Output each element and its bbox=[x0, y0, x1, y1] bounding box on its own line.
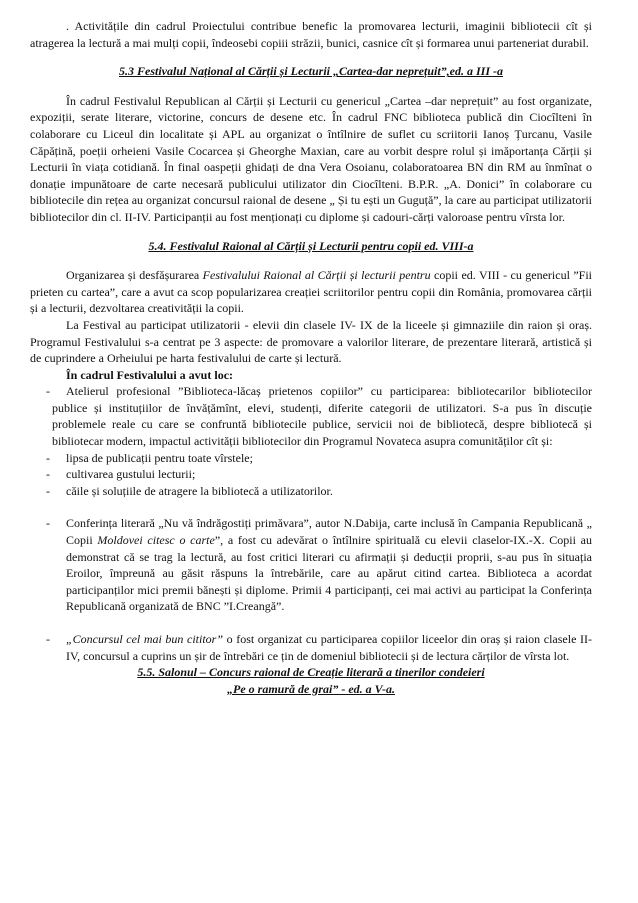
list-item bbox=[30, 483, 592, 500]
item-text: Conferința literară „Nu vă îndrăgostiți primăvara”, autor N.Dabija, carte inclusă în Campania Republicană „ Copii bbox=[66, 516, 592, 548]
item-text: ”, a fost cu adevărat o întîlnire spirituală cu elevii claselor-IX.-X. Copii au demonstrat că se trag la lectură, au fost critici literari cu afirmații și deducții proprii, s-au pus în situația Eroilor, împreună au găsit răspuns la întrebările, care au apărut citind cartea. Biblioteca a acordat participanților mici premii bănești și diplome. Primii 4 participanți, cei mai activi au participat la Conferința Republicană organizată de BNC ”I.Creangă”. bbox=[66, 533, 593, 614]
list-item-text bbox=[66, 515, 592, 615]
para-text: Organizarea și desfășurarea bbox=[66, 268, 203, 283]
list-item-text: cultivarea gustului lecturii; bbox=[66, 467, 196, 482]
dash-marker: - bbox=[46, 516, 50, 531]
section-5-5-heading: 5.5. Salonul – Concurs raional de Creație literară a tinerilor condeieri bbox=[137, 665, 485, 680]
list-item bbox=[30, 515, 592, 615]
list-item-text: lipsa de publicații pentru toate vîrstele; bbox=[66, 450, 253, 465]
section-5-3-paragraph: În cadrul Festivalul Republican al Cărții și Lecturii cu genericul „Cartea –dar neprețuit” au fost organizate, expoziții, serate literare, victorine, concurs de desene etc. În cadrul FNC biblioteca publică din Ciocîlteni în colaborare cu Liceul din localitate și APL au organizat o întîlnire de suflet cu scriitorii Ianoș Țurcanu, Vasile Căpățină, poeții orheieni Vasile Cocarcea și Gheorghe Maxian, care au vorbit despre rolul și imăportanța Cărții și Lecturii în viața cotidiană. În final oaspeții ghidați de dna Vera Osoianu, colaboratoarea BN din RM au înmînat o donație impunătoare de carte necesară publicului utilizator din Ciocîlteni. B.P.R. „A. Donici” în colaborare cu bibliotecile din rețea au organizat concursul raional de desene „ Și tu ești un Guguță”, la care au participat utilizatorii bibliotecilor din cl. II-IV. Participanții au fost menționați cu diplome și cadouri-cărți valoroase pentru vîrsta lor. bbox=[30, 93, 592, 224]
intro-paragraph: . Activitățile din cadrul Proiectului contribue benefic la promovarea lecturii, imaginii bibliotecii cît și atragerea la lectură a mai mulți copii, îndeosebi copiii străzii, bunici, casnice cît și formarea unui parteneriat durabil. bbox=[30, 19, 592, 50]
list-item bbox=[30, 631, 592, 664]
dash-marker: - bbox=[46, 450, 50, 465]
campaign-name-italic: Moldovei citesc o carte bbox=[97, 533, 215, 548]
section-5-3-heading: 5.3 Festivalul Național al Cărții și Lecturii „Cartea-dar neprețuit”,ed. a III -a bbox=[118, 64, 504, 79]
spacer bbox=[30, 615, 592, 631]
list-item bbox=[30, 450, 592, 467]
dash-marker: - bbox=[46, 483, 50, 498]
festival-events-label: În cadrul Festivalului a avut loc: bbox=[66, 367, 234, 382]
dash-marker: - bbox=[46, 632, 50, 646]
para-text: copii ed. VIII - cu genericul ”Fii prieten cu cartea”, care a avut ca scop popularizarea creației scriitorilor pentru copii din România, promovarea cărții și a lecturii, dezvoltarea creativității la copii. bbox=[30, 268, 593, 316]
dash-marker: - bbox=[46, 467, 50, 482]
spacer bbox=[30, 499, 592, 515]
section-5-5-subtitle: „Pe o ramură de grai” - ed. a V-a. bbox=[227, 681, 395, 696]
list-item-text: căile și soluțiile de atragere la bibliotecă a utilizatorilor. bbox=[66, 483, 333, 498]
contest-name-italic: „Concursul cel mai bun cititor” bbox=[66, 632, 224, 646]
section-5-4-heading: 5.4. Festivalul Raional al Cărții și Lecturii pentru copii ed. VIII-a bbox=[148, 238, 474, 253]
list-item-text: Atelierul profesional ”Biblioteca-lăcaș prietenos copiilor” cu participarea: bibliotecarilor bibliotecilor publice și instituțiilor de învățămînt, elevi, studenți, diferite categorii de utilizatori. S-a pus în discuție problemele reale cu care se confruntă bibliotecile publice, servicii noi de bibliotecă, despre bibliotecă și bibliotecar modern, impactul activității bibliotecilor din Programul Novateca asupra comunităților cît și: bbox=[52, 384, 592, 449]
list-item bbox=[30, 466, 592, 483]
section-5-4-paragraph-1 bbox=[30, 267, 592, 317]
list-item bbox=[30, 383, 592, 449]
festival-name-italic: Festivalului Raional al Cărții și lecturii pentru bbox=[202, 268, 431, 283]
section-5-4-paragraph-2: La Festival au participat utilizatorii - elevii din clasele IV- IX de la liceele și gimnaziile din raion și oraș. Programul Festivalului s-a centrat pe 3 aspecte: de promovare a valorilor literare, de prezentare literară, artistică și de cuprindere a Orheiului pe harta festivalului de carte și lectură. bbox=[30, 317, 592, 366]
list-item-text bbox=[66, 631, 592, 664]
dash-marker: - bbox=[46, 384, 50, 399]
item-text: o fost organizat cu participarea copiilor liceelor din oraș și raion clasele II-IV, concursul a cuprins un șir de întrebări ce țin de domeniul bibliotecii și de lectura cărților de vîrsta lot. bbox=[66, 632, 592, 663]
